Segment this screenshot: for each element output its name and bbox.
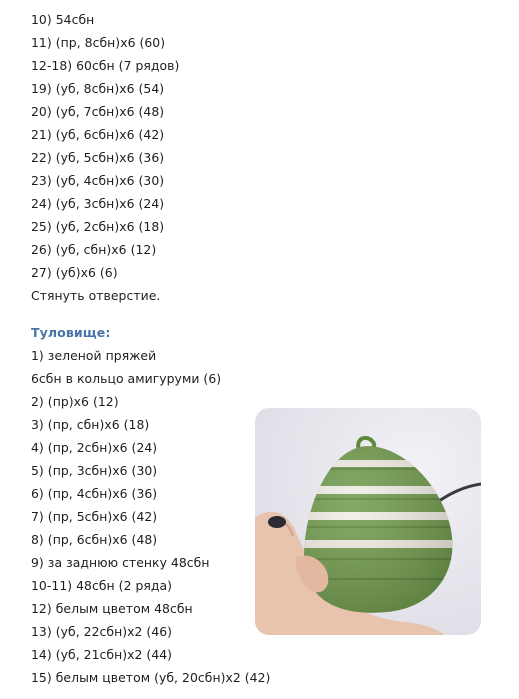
row-line: 3) (пр, сбн)х6 (18) (31, 417, 150, 432)
row-line: 24) (уб, 3сбн)х6 (24) (31, 196, 165, 211)
row-line: 11) (пр, 8сбн)х6 (60) (31, 35, 166, 50)
row-line: 8) (пр, 6сбн)х6 (48) (31, 532, 158, 547)
row-line: 7) (пр, 5сбн)х6 (42) (31, 509, 158, 524)
crochet-photo (255, 408, 481, 635)
row-line: 5) (пр, 3сбн)х6 (30) (31, 463, 158, 478)
row-line: Стянуть отверстие. (31, 288, 161, 303)
section-heading: Туловище: (31, 325, 111, 340)
row-line: 10-11) 48сбн (2 ряда) (31, 578, 173, 593)
row-line: 23) (уб, 4сбн)х6 (30) (31, 173, 165, 188)
row-line: 12) белым цветом 48сбн (31, 601, 193, 616)
row-line: 9) за заднюю стенку 48сбн (31, 555, 210, 570)
row-line: 13) (уб, 22сбн)х2 (46) (31, 624, 173, 639)
row-line: 19) (уб, 8сбн)х6 (54) (31, 81, 165, 96)
row-line: 1) зеленой пряжей (31, 348, 157, 363)
row-line: 21) (уб, 6сбн)х6 (42) (31, 127, 165, 142)
row-line: 25) (уб, 2сбн)х6 (18) (31, 219, 165, 234)
row-line: 12-18) 60сбн (7 рядов) (31, 58, 180, 73)
row-line: 27) (уб)х6 (6) (31, 265, 118, 280)
row-line: 15) белым цветом (уб, 20сбн)х2 (42) (31, 670, 271, 685)
row-line: 4) (пр, 2сбн)х6 (24) (31, 440, 158, 455)
row-line: 6сбн в кольцо амигуруми (6) (31, 371, 222, 386)
row-line: 10) 54сбн (31, 12, 95, 27)
row-line: 22) (уб, 5сбн)х6 (36) (31, 150, 165, 165)
row-line: 26) (уб, сбн)х6 (12) (31, 242, 157, 257)
row-line: 2) (пр)х6 (12) (31, 394, 119, 409)
row-line: 14) (уб, 21сбн)х2 (44) (31, 647, 173, 662)
crocheted-ball-icon (255, 408, 481, 635)
row-line: 20) (уб, 7сбн)х6 (48) (31, 104, 165, 119)
row-line: 6) (пр, 4сбн)х6 (36) (31, 486, 158, 501)
